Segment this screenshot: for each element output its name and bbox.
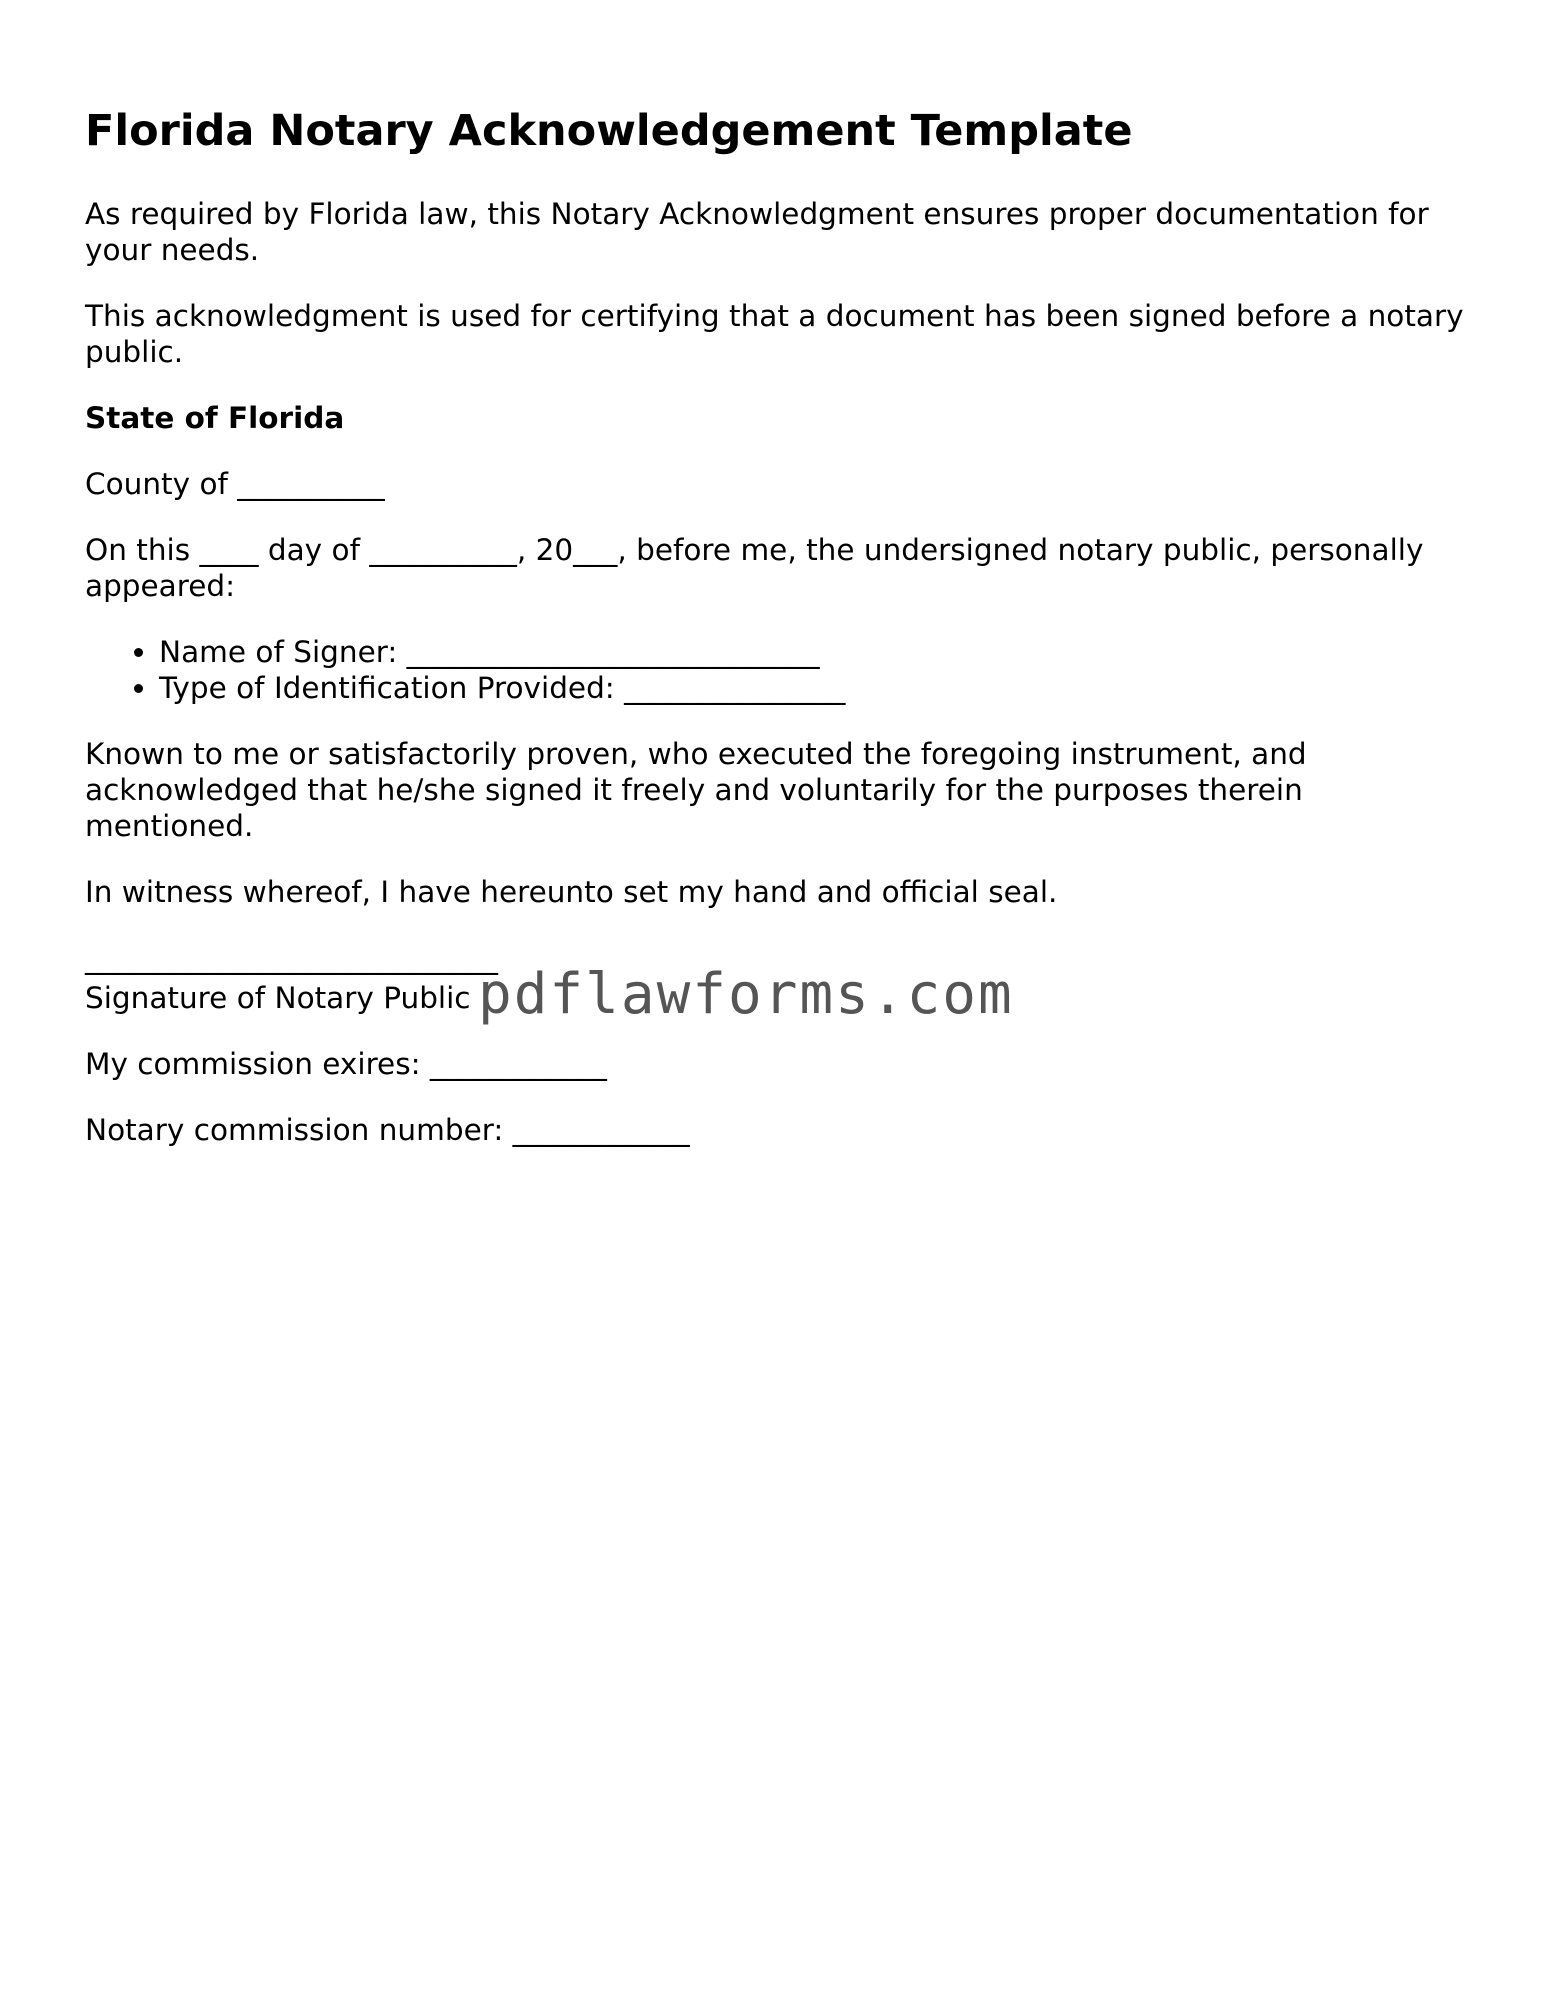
date-line: On this ____ day of __________, 20___, before me, the undersigned notary public, personally appeared: <box>85 533 1424 603</box>
commission-number-line: Notary commission number: ____________ <box>85 1113 690 1147</box>
acknowledgment-paragraph: Known to me or satisfactorily proven, who executed the foregoing instrument, and acknowledged that he/she signed it freely and voluntarily for the purposes therein mentioned. <box>85 737 1307 843</box>
intro-paragraph-2: This acknowledgment is used for certifying that a document has been signed before a notary public. <box>85 299 1464 369</box>
witness-paragraph: In witness whereof, I have hereunto set my hand and official seal. <box>85 875 1058 909</box>
commission-expires-line: My commission exires: ____________ <box>85 1047 607 1081</box>
signer-details-list <box>85 634 1465 706</box>
signature-line: ____________________________ <box>85 941 498 975</box>
signature-caption: Signature of Notary Public <box>85 981 471 1015</box>
watermark-text: pdflawforms.com <box>478 962 1014 1027</box>
document-title: Florida Notary Acknowledgement Template <box>85 106 1133 156</box>
list-item-identification: • Type of Identification Provided: _______________ <box>159 670 1465 706</box>
intro-paragraph-1: As required by Florida law, this Notary Acknowledgment ensures proper documentation for your needs. <box>85 197 1429 267</box>
list-item-signer-name: • Name of Signer: ____________________________ <box>159 634 1465 670</box>
county-line: County of __________ <box>85 467 385 501</box>
state-heading: State of Florida <box>85 401 345 435</box>
